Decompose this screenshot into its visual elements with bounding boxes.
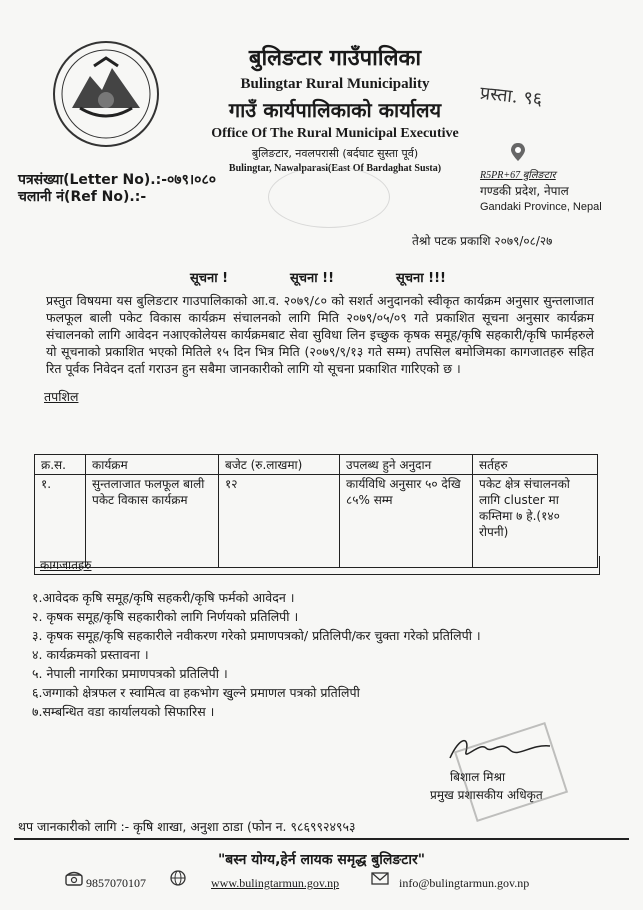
- documents-list: [32, 588, 481, 721]
- list-item: ६.जग्गाको क्षेत्रफल र स्वामित्व वा हकभोग खुल्ने प्रमाणल पत्रको प्रतिलिपी: [32, 685, 360, 700]
- notice-body: प्रस्तुत विषयमा यस बुलिङटार गाउपालिकाको आ.व. २०७९/८० को सशर्त अनुदानको स्वीकृत कार्यक्रम अनुसार सुन्तलाजात फलफूल बाली पकेट विकास कार्यक्रम संचालनको लागि मिति २०७९/०५/०९ गते प्रकाशित सूचना अनुसार कार्यक्रम संचालनको लागि आवेदन नआएकोलेयस कार्यक्रमबाट सेवा सुविधा लिन इच्छुक कृषक समूह/कृषि सहकारी/कृषि फार्महरुले यो सूचनाको प्रकाशित भएको मितिले १५ दिन भित्र मिति (२०७९/९/१३ गते सम्म) तपसिल बमोजिमका कागजातहरु सहित रित पूर्वक निवेदन दर्ता गराउन हुन सबैमा जानकारीको लागि यो सूचना प्रकाशित गारिएको छ ।: [46, 293, 594, 376]
- municipality-name-np: बुलिङटार गाउँपालिका: [248, 46, 422, 71]
- list-item: ४. कार्यक्रमको प्रस्तावना ।: [32, 647, 149, 662]
- handwritten-note: प्रस्ता. ९६: [479, 82, 544, 111]
- table-header: उपलब्ध हुने अनुदान: [340, 455, 473, 475]
- table-header-row: [35, 455, 598, 475]
- list-item: ७.सम्बन्धित वडा कार्यालयको सिफारिस ।: [32, 704, 215, 719]
- reference-number: चलानी नं(Ref No).:-: [18, 189, 147, 205]
- notice-heading-2: सूचना !!: [290, 271, 335, 286]
- notice-heading-1: सूचना !: [190, 271, 229, 286]
- table-cell: १.: [35, 475, 86, 568]
- table-cell: सुन्तलाजात फलफूल बाली पकेट विकास कार्यक्रम: [86, 475, 219, 568]
- province-en: Gandaki Province, Nepal: [480, 201, 602, 213]
- list-item: १.आवेदक कृषि समूह/कृषि सहकरी/कृषि फर्मको आवेदन ।: [32, 590, 295, 605]
- table-header: सर्तहरु: [473, 455, 598, 475]
- address-np: बुलिङटार, नवलपरासी (बर्दघाट सुस्ता पूर्व): [251, 147, 419, 160]
- table-cell: १२: [219, 475, 340, 568]
- reissue-date: तेश्रो पटक प्रकाशि २०७९/०८/२७: [412, 234, 553, 248]
- table-cell: कार्यविधि अनुसार ५० देखि ८५% सम्म: [340, 475, 473, 568]
- notice-heading-3: सूचना !!!: [396, 271, 446, 286]
- phone-icon: [64, 870, 84, 886]
- list-item: ३. कृषक समूह/कृषि सहकारीले नवीकरण गरेको प्रमाणपत्रको/ प्रतिलिपी/कर चुक्ता गरेको प्रतिलिपी ।: [32, 628, 481, 643]
- table-header: बजेट (रु.लाखमा): [219, 455, 340, 475]
- signatory-title: प्रमुख प्रशासकीय अधिकृत: [430, 788, 543, 802]
- faint-office-seal: [268, 166, 390, 228]
- footer-email-link[interactable]: info@bulingtarmun.gov.np: [399, 876, 530, 890]
- list-item: ५. नेपाली नागरिका प्रमाणपत्रको प्रतिलिपी ।: [32, 666, 228, 681]
- globe-icon: [168, 870, 188, 886]
- location-pin-icon: [510, 142, 526, 162]
- office-name-en: Office Of The Rural Municipal Executive: [211, 126, 459, 141]
- table-row: [35, 475, 598, 568]
- signatory-name: बिशाल मिश्रा: [450, 770, 506, 784]
- address-en: Bulingtar, Nawalparasi(East Of Bardaghat Susta): [228, 163, 442, 174]
- table-cell: पकेट क्षेत्र संचालनको लागि cluster मा कम्तिमा ७ हे.(१४० रोपनी): [473, 475, 598, 568]
- plus-code: R5PR+67 बुलिङटार: [480, 170, 556, 181]
- footer-phone: 9857070107: [86, 876, 146, 890]
- table-header: क्र.स.: [35, 455, 86, 475]
- details-heading: तपशिल: [44, 389, 79, 404]
- list-item: २. कृषक समूह/कृषि सहकारीको लागि निर्णयको प्रतिलिपी ।: [32, 609, 299, 624]
- footer-divider: [14, 838, 629, 840]
- office-name-np: गाउँ कार्यपालिकाको कार्यालय: [228, 98, 442, 122]
- email-icon: [370, 870, 390, 886]
- footer-website-link[interactable]: www.bulingtarmun.gov.np: [211, 876, 340, 890]
- nepal-emblem-logo: [50, 38, 162, 150]
- province-np: गण्डकी प्रदेश, नेपाल: [480, 184, 569, 198]
- letter-number: पत्रसंख्या(Letter No).:-०७९।०८०: [18, 172, 216, 188]
- municipality-name-en: Bulingtar Rural Municipality: [240, 76, 430, 92]
- contact-info: थप जानकारीको लागि :- कृषि शाखा, अनुशा ठाडा (फोन न. ९८६९९२४९५३: [18, 819, 356, 834]
- program-table: [34, 454, 598, 568]
- documents-heading-box: [34, 556, 600, 575]
- table-header: कार्यक्रम: [86, 455, 219, 475]
- slogan: "बस्न योग्य,हेर्न लायक समृद्ध बुलिङटार": [218, 852, 425, 868]
- documents-heading: कागजातहरु: [40, 558, 92, 572]
